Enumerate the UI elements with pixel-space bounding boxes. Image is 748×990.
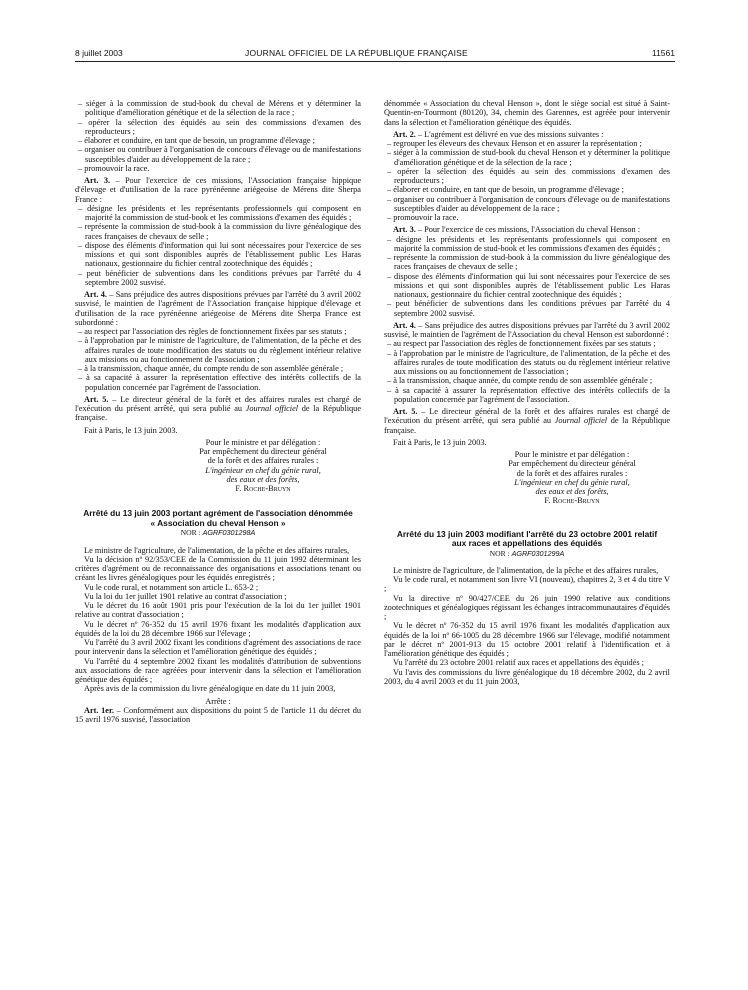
signature-block — [474, 450, 670, 506]
signature-block — [165, 438, 361, 494]
done-at-paris: Fait à Paris, le 13 juin 2003. — [393, 437, 487, 447]
signature-line: Par empêchement du directeur général — [199, 447, 327, 456]
article-text: – L'agrément est délivré en vue des missions suivantes : — [415, 129, 604, 139]
signature-line: L'ingénieur en chef du génie rural, — [514, 477, 630, 487]
visa-paragraph: Vu le code rural, et notamment son article L. 653-2 ; — [84, 582, 259, 592]
condition-list-right — [384, 339, 670, 404]
list-item: – représente la commission de stud-book à la commission du livre généalogique des races françaises de chevaux de selle ; — [387, 253, 670, 272]
signature-line: de la forêt et des affaires rurales : — [207, 456, 319, 466]
journal-name: Journal officiel — [245, 404, 299, 413]
list-item: – élaborer et conduire, en tant que de besoin, un programme d'élevage ; — [78, 136, 315, 145]
decree-title: Arrêté du 13 juin 2003 modifiant l'arrêté du 23 octobre 2001 relatif aux races et appellations des équidés — [396, 528, 658, 548]
visa-paragraph: Vu l'arrêté du 23 octobre 2001 relatif aux races et appellations des équidés ; — [393, 658, 644, 668]
prerogative-list-left — [75, 204, 361, 287]
signature-line: Pour le ministre et par délégation : — [205, 437, 321, 447]
visa-paragraph: Après avis de la commission du livre généalogique en date du 11 juin 2003, — [84, 684, 336, 694]
nor-reference — [384, 549, 670, 558]
article-text: – Pour l'exercice de ces missions, l'Association du cheval Henson : — [415, 225, 641, 235]
list-item: – représente la commission de stud-book à la commission du livre généalogique des races françaises de chevaux de selle ; — [78, 222, 361, 241]
article-label: Art. 3. — [393, 225, 416, 235]
visa-paragraph: Vu le décret du 16 août 1901 pris pour l'exécution de la loi du 1er juillet 1901 relative au contrat d'association ; — [75, 601, 361, 620]
signature-line: des eaux et des forêts, — [535, 487, 609, 496]
header-date: 8 juillet 2003 — [75, 48, 123, 58]
list-item: – à sa capacité à assurer la représentation effective des intérêts collectifs de la population concernée par l'agrément de l'association. — [78, 373, 361, 392]
article-label: Art. 2. — [393, 129, 416, 139]
article-text: de la République française. — [75, 404, 361, 423]
visa-paragraph: Le ministre de l'agriculture, de l'alimentation, de la pêche et des affaires rurales, — [84, 545, 350, 555]
article-3-left — [75, 176, 361, 204]
visa-paragraph: Vu la loi du 1er juillet 1901 relative au contrat d'association ; — [84, 591, 287, 601]
list-item: – dispose des éléments d'information qui lui sont nécessaires pour l'exercice de ses missions et qui sont disponibles auprès de l'établissement public Les Haras nationaux, gestionnaire du fichier central zootechnique des équidés ; — [78, 240, 361, 269]
article-label: Art. 5. — [84, 394, 109, 404]
article-text: – Pour l'exercice de ces missions, l'Association française hippique d'élevage et d'utilisation de la race pyrénéenne ariégeoise de Mérens dite Sherpa France : — [75, 176, 361, 204]
signature-line: des eaux et des forêts, — [226, 474, 300, 484]
list-item: – au respect par l'association des règles de fonctionnement fixées par ses statuts ; — [78, 327, 347, 336]
visa-list-right — [384, 566, 670, 686]
visa-paragraph: Vu l'arrêté du 4 septembre 2002 fixant les modalités d'attribution de subventions aux associations de race agréées pour intervenir dans la sélection et l'amélioration génétique des équidés ; — [75, 656, 361, 684]
list-item: – opérer la sélection des équidés au sein des commissions d'examen des reproducteurs ; — [387, 166, 670, 185]
article-text: de la République française. — [384, 416, 670, 435]
signatory-name: F. Roche-Bruyn — [235, 484, 291, 493]
list-item: – promouvoir la race. — [78, 163, 150, 173]
visa-list-left — [75, 546, 361, 694]
list-item: – à la transmission, chaque année, du compte rendu de son assemblée générale ; — [387, 376, 653, 386]
visa-paragraph: Vu le code rural, et notamment son livre VI (nouveau), chapitres 2, 3 et 4 du titre V ; — [384, 575, 670, 594]
condition-list-left — [75, 327, 361, 392]
arrete-heading: Arrête : — [205, 696, 231, 706]
article-3-right — [384, 225, 670, 234]
article-2-right — [384, 130, 670, 139]
signature-line: Pour le ministre et par délégation : — [514, 450, 630, 459]
left-column — [75, 99, 361, 724]
list-item: – peut bénéficier de subventions dans les conditions prévues par l'arrêté du 4 septembre 2002 susvisé. — [387, 299, 670, 318]
signatory-name: F. Roche-Bruyn — [544, 496, 600, 506]
mission-list-left — [75, 99, 361, 173]
header-journal-title: JOURNAL OFFICIEL DE LA RÉPUBLIQUE FRANÇAISE — [245, 48, 468, 58]
visa-paragraph: Vu la décision nº 92/353/CEE de la Commission du 11 juin 1992 déterminant les critères d'agrément ou de reconnaissance des organisations et associations tenant ou créant les livres généalogiques pour les équidés enregistrés ; — [75, 554, 361, 583]
article-text: – Le directeur général de la forêt et des affaires rurales est chargé de l'exécution du présent arrêté, qui sera publié au — [384, 407, 670, 426]
signature-line: de la forêt et des affaires rurales : — [516, 468, 628, 478]
visa-paragraph: Vu la directive nº 90/427/CEE du 26 juin 1990 relative aux conditions zootechniques et généalogiques régissant les échanges intracommunautaires d'équidés ; — [384, 593, 670, 621]
article-label: Art. 5. — [393, 407, 418, 416]
list-item: – peut bénéficier de subventions dans les conditions prévues par l'arrêté du 4 septembre 2002 susvisé. — [78, 268, 361, 287]
signature-line: Par empêchement du directeur général — [508, 459, 636, 469]
article-text: – Sans préjudice des autres dispositions prévues par l'arrêté du 3 avril 2002 susvisé, le maintien de l'agrément de l'Association du cheval Henson est subordonné : — [384, 320, 671, 339]
page-header — [75, 46, 675, 62]
article-text: – Sans préjudice des autres dispositions prévues par l'arrêté du 3 avril 2002 susvisé, le maintien de l'agrément de l'Association française hippique d'élevage et d'utilisation de la race pyrénéenne ariégeoise de Mérens dite Sherpa France est subordonné : — [75, 290, 362, 327]
article-1-left — [75, 706, 361, 725]
list-item: – promouvoir la race. — [387, 213, 459, 222]
article-4-right — [384, 321, 670, 340]
list-item: – à l'approbation par le ministre de l'agriculture, de l'alimentation, de la pêche et des affaires rurales de toute modification des statuts ou du règlement intérieur relative aux missions ou au fonctionnement de l'association ; — [387, 348, 670, 376]
list-item: – dispose des éléments d'information qui lui sont nécessaires pour l'exercice de ses missions et qui sont disponibles auprès de l'établissement public Les Haras nationaux, gestionnaire du fichier central zootechnique des équidés ; — [387, 271, 670, 299]
list-item: – à sa capacité à assurer la représentation effective des intérêts collectifs de la population concernée par l'agrément de l'association. — [387, 385, 670, 404]
article-label: Art. 4. — [393, 320, 417, 330]
visa-paragraph: Vu le décret nº 76-352 du 15 avril 1976 fixant les modalités d'application aux équidés de la loi du 28 décembre 1966 sur l'élevage ; — [75, 619, 361, 638]
nor-label: NOR : — [489, 548, 512, 558]
decree-title: Arrêté du 13 juin 2003 portant agrément de l'association dénommée « Association du cheval Henson » — [83, 508, 353, 528]
signature-line: L'ingénieur en chef du génie rural, — [205, 465, 321, 475]
article-5-right — [384, 407, 670, 435]
list-item: – désigne les présidents et les représentants professionnels qui composent en majorité la commission de stud-book et les commissions d'examen des équidés ; — [387, 234, 670, 253]
visa-paragraph: Vu l'avis des commissions du livre généalogique du 18 décembre 2002, du 2 avril 2003, du 4 avril 2003 et du 11 juin 2003, — [384, 667, 670, 686]
list-item: – élaborer et conduire, en tant que de besoin, un programme d'élevage ; — [387, 185, 624, 195]
right-column — [384, 99, 670, 686]
list-item: – à la transmission, chaque année, du compte rendu de son assemblée générale ; — [78, 364, 344, 373]
visa-paragraph: Le ministre de l'agriculture, de l'alimentation, de la pêche et des affaires rurales, — [393, 565, 659, 575]
list-item: – désigne les présidents et les représentants professionnels qui composent en majorité la commission de stud-book et les commissions d'examen des équidés ; — [78, 203, 361, 222]
list-item: – à l'approbation par le ministre de l'agriculture, de l'alimentation, de la pêche et des affaires rurales de toute modification des statuts ou du règlement intérieur relative aux missions ou au fonctionnement de l'association ; — [78, 336, 361, 364]
nor-code: AGRF0301299A — [511, 548, 565, 558]
article-text: – Conformément aux dispositions du point 5 de l'article 11 du décret du 15 avril 1976 susvisé, l'association — [75, 705, 361, 724]
visa-paragraph: Vu le décret nº 76-352 du 15 avril 1976 fixant les modalités d'application aux équidés de la loi nº 66-1005 du 28 décembre 1966 sur l'élevage, modifié notamment par le décret nº 2001-913 du 15 octobre 2001 relatif à l'identification et à l'amélioration génétique des équidés ; — [384, 621, 670, 658]
list-item: – au respect par l'association des règles de fonctionnement fixées par ses statuts ; — [387, 339, 656, 349]
nor-code: AGRF0301298A — [202, 528, 256, 538]
list-item: – regrouper les éleveurs des chevaux Henson et en assurer la représentation ; — [387, 139, 642, 148]
list-item: – organiser ou contribuer à l'organisation de concours d'élevage ou de manifestations susceptibles d'aider au développement de la race ; — [78, 145, 361, 164]
article-5-left — [75, 395, 361, 423]
header-page-number: 11561 — [651, 48, 675, 58]
visa-paragraph: Vu l'arrêté du 3 avril 2002 fixant les conditions d'agrément des associations de race pour intervenir dans la sélection et l'amélioration génétique des équidés ; — [75, 638, 361, 657]
list-item: – siéger à la commission de stud-book du cheval de Mérens et y déterminer la politique d'amélioration génétique et de la sélection de la race ; — [78, 99, 361, 118]
nor-reference — [75, 528, 361, 537]
list-item: – siéger à la commission de stud-book du cheval Henson et y déterminer la politique d'amélioration génétique et de la sélection de la race ; — [387, 148, 670, 167]
article-1-continuation: dénommée « Association du cheval Henson », dont le siège social est situé à Saint-Quentin-en-Tourmont (80120), 34, chemin des Garennes, est agréée pour intervenir dans la sélection et l'amélioration génétique des équidés. — [384, 99, 670, 127]
nor-label: NOR : — [180, 528, 203, 538]
mission-list-right — [384, 139, 670, 222]
article-label: Art. 1er. — [84, 705, 114, 715]
article-label: Art. 3. — [84, 176, 111, 185]
article-4-left — [75, 290, 361, 327]
prerogative-list-right — [384, 235, 670, 318]
list-item: – organiser ou contribuer à l'organisation de concours d'élevage ou de manifestations susceptibles d'aider au développement de la race ; — [387, 194, 670, 213]
article-label: Art. 4. — [84, 290, 108, 299]
list-item: – opérer la sélection des équidés au sein des commissions d'examen des reproducteurs ; — [78, 117, 361, 136]
done-at-paris: Fait à Paris, le 13 juin 2003. — [84, 425, 178, 435]
journal-name: Journal officiel — [554, 416, 608, 426]
article-text: – Le directeur général de la forêt et des affaires rurales est chargé de l'exécution du présent arrêté, qui sera publié au — [75, 394, 361, 413]
